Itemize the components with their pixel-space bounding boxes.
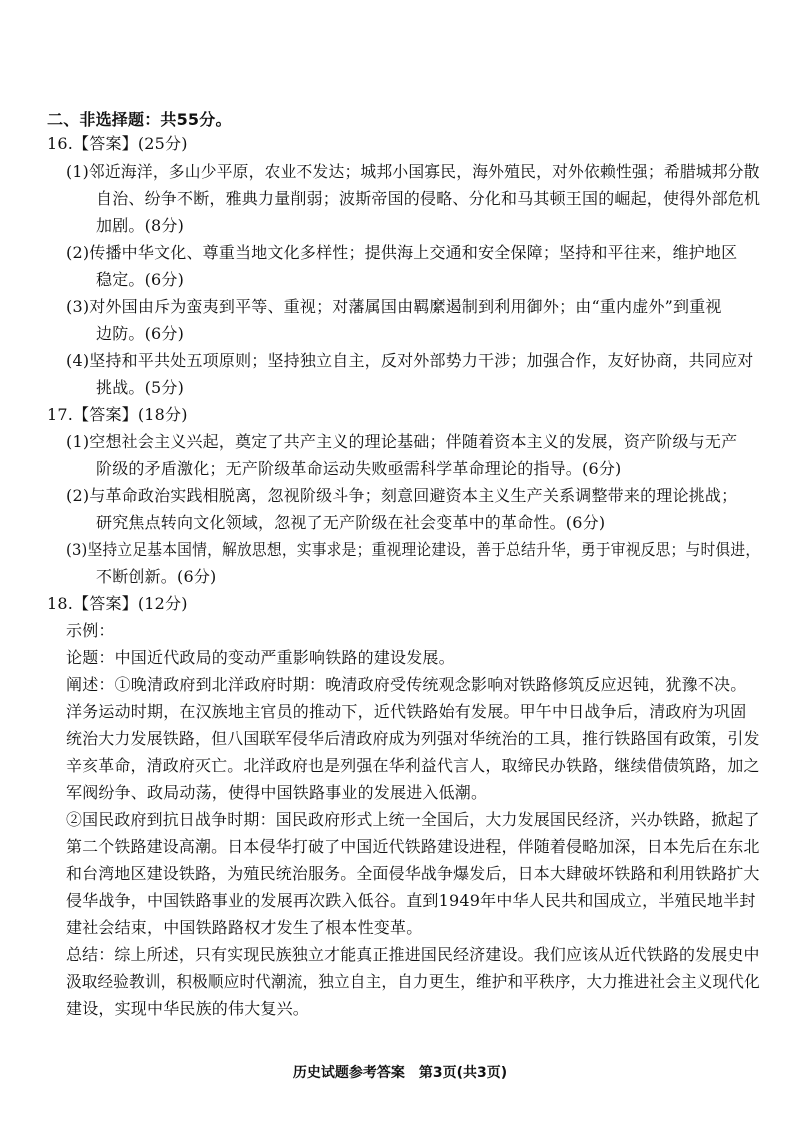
q18-line: 建社会结束，中国铁路路权才发生了根本性变革。 [66,918,423,937]
q18-line: 第二个铁路建设高潮。日本侵华打破了中国近代铁路建设进程，伴随着侵略加深，日本先后在东北 [66,837,760,856]
q18-line: 洋务运动时期，在汉族地主官员的推动下，近代铁路始有发展。甲午中日战争后，清政府为巩固 [66,702,747,721]
q18-line: 辛亥革命，清政府灭亡。北洋政府也是列强在华利益代言人，取缔民办铁路，继续借债筑路，加之 [66,756,760,775]
q17-line: 研究焦点转向文化领域，忽视了无产阶级在社会变革中的革命性。(6分) [96,513,606,532]
section-heading: 二、非选择题：共55分。 [47,110,232,129]
q17-line: 不断创新。(6分) [96,567,217,586]
page-footer: 历史试题参考答案 第3页(共3页) [292,1065,508,1081]
q18-line: ②国民政府到抗日战争时期：国民政府形式上统一全国后，大力发展国民经济，兴办铁路，掀起了 [66,810,760,829]
q18-line: 统治大力发展铁路，但八国联军侵华后清政府成为列强对华统治的工具，推行铁路国有政策，引发 [66,729,760,748]
q18-line: 军阀纷争、政局动荡，使得中国铁路事业的发展进入低潮。 [66,783,488,802]
q18-line: 阐述：①晚清政府到北洋政府时期：晚清政府受传统观念影响对铁路修筑反应迟钝，犹豫不决。 [66,675,747,694]
q17-line: (1)空想社会主义兴起，奠定了共产主义的理论基础；伴随着资本主义的发展，资产阶级与无产 [66,432,738,451]
q16-line: 加剧。(8分) [96,216,185,235]
q18-line: 汲取经验教训，积极顺应时代潮流，独立自主，自力更生，维护和平秩序，大力推进社会主义现代化 [66,972,760,991]
q16-line: 挑战。(5分) [96,378,185,397]
q17-line: 阶级的矛盾激化；无产阶级革命运动失败亟需科学革命理论的指导。(6分) [96,459,622,478]
q17-line: (3)坚持立足基本国情，解放思想，实事求是；重视理论建设，善于总结升华，勇于审视反思；与时俱进， [66,540,761,559]
q17-label: 17.【答案】(18分) [47,405,188,424]
q18-line: 和台湾地区建设铁路，为殖民统治服务。全面侵华战争爆发后，日本大肆破坏铁路和利用铁路扩大 [66,864,760,883]
q18-line: 建设，实现中华民族的伟大复兴。 [66,999,310,1018]
q16-line: (4)坚持和平共处五项原则；坚持独立自主，反对外部势力干涉；加强合作，友好协商，共同应对 [66,351,754,370]
q18-line: 论题：中国近代政局的变动严重影响铁路的建设发展。 [66,648,455,667]
q16-line: (1)邻近海洋，多山少平原，农业不发达；城邦小国寡民，海外殖民，对外依赖性强；希腊城邦分散 [66,162,760,181]
q17-line: (2)与革命政治实践相脱离，忽视阶级斗争；刻意回避资本主义生产关系调整带来的理论挑战； [66,486,738,505]
q18-label: 18.【答案】(12分) [47,594,188,613]
q18-line: 总结：综上所述，只有实现民族独立才能真正推进国民经济建设。我们应该从近代铁路的发展史中 [66,945,760,964]
q16-label: 16.【答案】(25分) [47,134,188,153]
q16-line: 自治、纷争不断，雅典力量削弱；波斯帝国的侵略、分化和马其顿王国的崛起，使得外部危机 [96,189,761,208]
q18-line: 示例： [66,621,115,640]
q16-line: (2)传播中华文化、尊重当地文化多样性；提供海上交通和安全保障；坚持和平往来，维护地区 [66,243,738,262]
q16-line: 边防。(6分) [96,324,185,343]
q16-line: (3)对外国由斥为蛮夷到平等、重视；对藩属国由羁縻遏制到利用御外；由“重内虚外”到重视 [66,297,722,316]
q18-line: 侵华战争，中国铁路事业的发展再次跌入低谷。直到1949年中华人民共和国成立，半殖民地半封 [66,891,756,910]
q16-line: 稳定。(6分) [96,270,185,289]
